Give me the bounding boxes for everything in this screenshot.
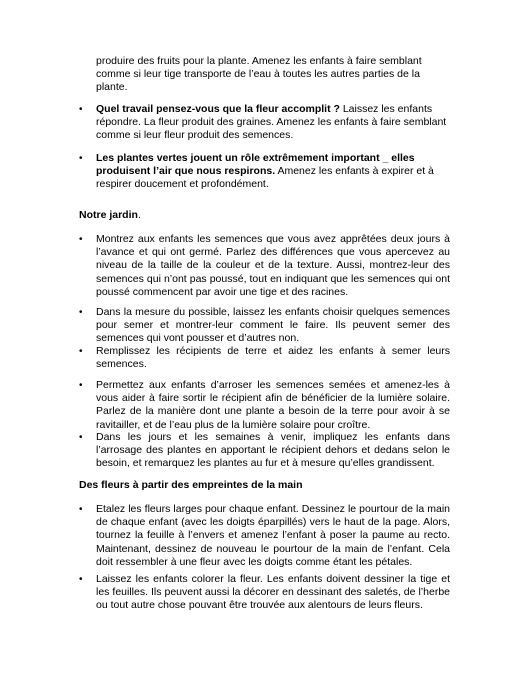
bullet-icon: • bbox=[79, 504, 83, 515]
bullet-bold-text: Quel travail pensez-vous que la fleur accomplit ? bbox=[96, 103, 340, 115]
bullet-icon: • bbox=[79, 307, 83, 318]
bullet-paragraph: Permettez aux enfants d’arroser les semences semées et amenez-les à vous aider à faire sortir le récipient afin de bénéficier de la lumière solaire. Parlez de la manière dont une plante a besoin de la terre pour avoir à se ravitailler, et de l’eau plus de la lumière solaire pour croître. bbox=[96, 379, 450, 431]
section-heading: Des fleurs à partir des empreintes de la main bbox=[79, 479, 303, 491]
section-title: Notre jardin bbox=[79, 209, 138, 221]
bullet-icon: • bbox=[79, 104, 83, 115]
bullet-icon: • bbox=[79, 380, 83, 391]
bullet-icon: • bbox=[79, 234, 83, 245]
bullet-icon: • bbox=[79, 432, 83, 443]
bullet-text: Amenez les enfants à expirer et à respirer doucement et profondément. bbox=[96, 165, 434, 191]
bullet-icon: • bbox=[79, 346, 83, 357]
bullet-paragraph: Remplissez les récipients de terre et aidez les enfants à semer leurs semences. bbox=[96, 345, 450, 371]
bullet-icon: • bbox=[79, 574, 83, 585]
intro-paragraph: produire des fruits pour la plante. Amenez les enfants à faire semblant comme si leur tige transporte de l’eau à toutes les autres parties de la plante. bbox=[96, 55, 422, 94]
bullet-paragraph: Etalez les fleurs larges pour chaque enfant. Dessinez le pourtour de la main de chaque enfant (avec les doigts éparpillés) vers le haut de la page. Alors, tournez la feuille à l’envers et amenez l’enfant à poser la paume au recto. Maintenant, dessinez de nouveau le pourtour de la main de l’enfant. Cela doit ressembler à une fleur avec les doigts comme étant les pétales. bbox=[96, 503, 450, 568]
section-heading bbox=[79, 209, 141, 221]
bullet-bold-text: Les plantes vertes jouent un rôle extrêmement important _ elles produisent l’air que nous respirons. bbox=[96, 152, 415, 178]
bullet-paragraph: Montrez aux enfants les semences que vous avez apprêtées deux jours à l’avance et qui ont germé. Parlez des différences que vous apercevez au niveau de la taille de la couleur et de la texture. Aussi, montrez-leur des semences qui n’ont pas poussé, tout en indiquant que les semences qui ont poussé commencent par avoir une tige et des racines. bbox=[96, 233, 450, 298]
bullet-paragraph bbox=[96, 152, 450, 192]
bullet-text: Laissez les enfants répondre. La fleur produit des graines. Amenez les enfants à faire semblant comme si leur fleur produit des semences. bbox=[96, 103, 447, 142]
bullet-paragraph bbox=[96, 103, 450, 143]
bullet-paragraph: Dans les jours et les semaines à venir, impliquez les enfants dans l’arrosage des plantes en apportant le récipient dehors et dedans selon le besoin, et remarquez les plantes au fur et à mesure qu’elles grandissent. bbox=[96, 431, 450, 470]
bullet-paragraph: Dans la mesure du possible, laissez les enfants choisir quelques semences pour semer et montrer-leur comment le faire. Ils peuvent semer des semences qui vont pousser et d’autres non. bbox=[96, 306, 450, 345]
section-title-suffix: . bbox=[137, 209, 141, 221]
bullet-paragraph: Laissez les enfants colorer la fleur. Les enfants doivent dessiner la tige et les feuilles. Ils peuvent aussi la décorer en dessinant des saletés, de l’herbe ou tout autre chose pouvant être trouvée aux alentours de leurs fleurs. bbox=[96, 573, 450, 612]
bullet-icon: • bbox=[79, 153, 83, 164]
